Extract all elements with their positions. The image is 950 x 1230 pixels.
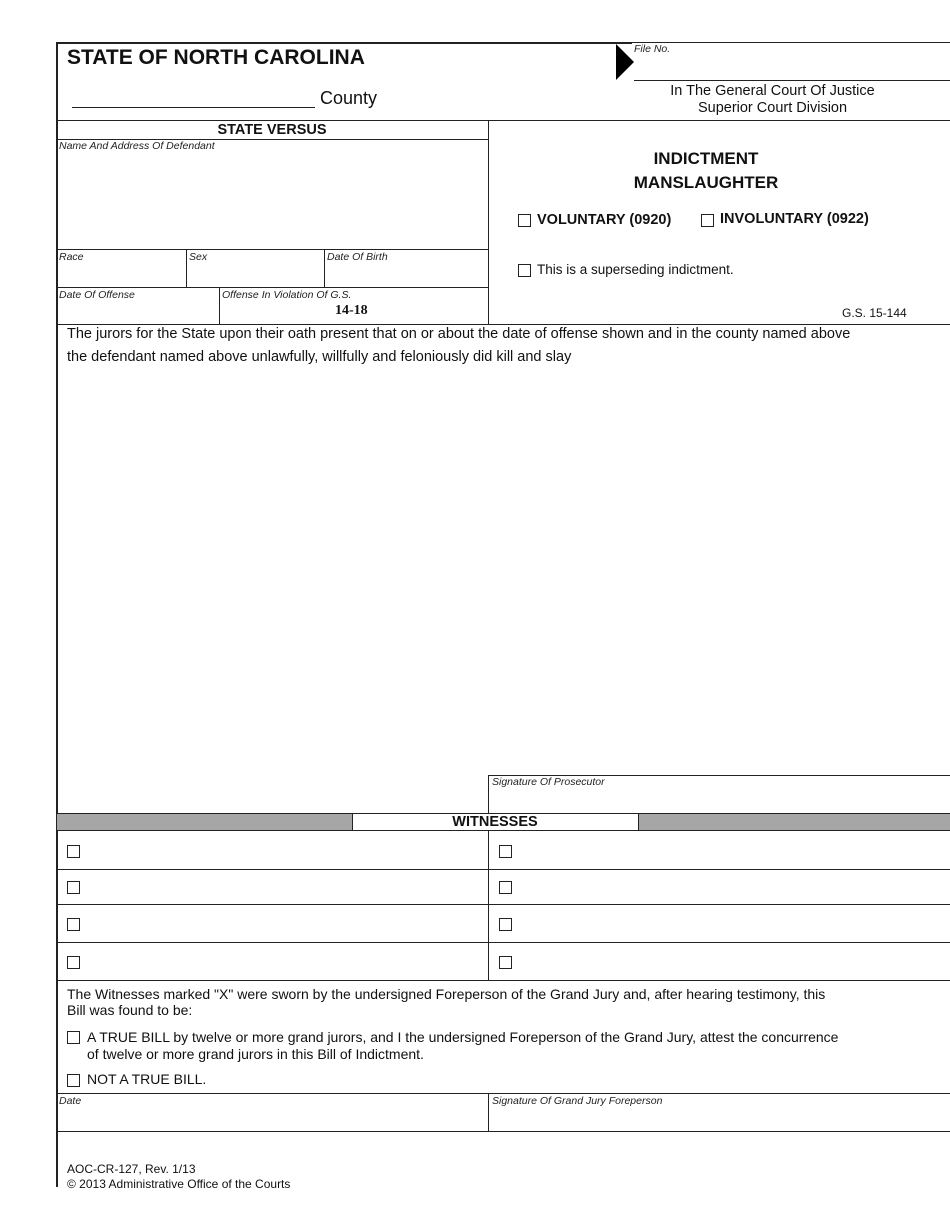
not-true-bill-checkbox[interactable] [67, 1074, 80, 1087]
body-top-line [56, 324, 950, 325]
court-line-1: In The General Court Of Justice [670, 83, 875, 99]
foreperson-signature-field[interactable] [490, 1108, 948, 1130]
witness-checkbox[interactable] [499, 881, 512, 894]
statute-label: G.S. 15-144 [842, 306, 907, 320]
witnesses-title-bottom [56, 830, 950, 831]
involuntary-label: INVOLUNTARY (0922) [720, 211, 869, 227]
prosecutor-signature-left [488, 775, 489, 813]
name-address-field[interactable] [58, 154, 486, 248]
top-border [56, 42, 632, 44]
manslaughter-title: MANSLAUGHTER [633, 173, 779, 192]
witness-name-field[interactable] [86, 908, 484, 938]
offense-gs-value: 14-18 [335, 303, 368, 318]
sworn-text-line-2: Bill was found to be: [67, 1002, 193, 1018]
race-row-top [56, 249, 488, 250]
witness-name-field[interactable] [86, 872, 484, 902]
true-bill-checkbox[interactable] [67, 1031, 80, 1044]
date-label: Date [59, 1095, 82, 1107]
sex-label: Sex [189, 251, 208, 263]
voluntary-checkbox[interactable] [518, 214, 531, 227]
form-id: AOC-CR-127, Rev. 1/13 [67, 1162, 196, 1176]
copyright: © 2013 Administrative Office of the Courts [67, 1177, 291, 1191]
signature-row-top [56, 1093, 950, 1094]
prosecutor-signature-label: Signature Of Prosecutor [492, 776, 605, 788]
file-no-arrow-icon [616, 44, 634, 80]
involuntary-checkbox[interactable] [701, 214, 714, 227]
date-of-offense-label: Date Of Offense [59, 289, 135, 301]
witness-checkbox[interactable] [499, 956, 512, 969]
date-field[interactable] [58, 1108, 486, 1130]
race-sex-divider [186, 249, 187, 287]
signature-row-divider [488, 1093, 489, 1131]
prosecutor-signature-field[interactable] [490, 790, 948, 812]
witnesses-center-divider [488, 830, 489, 980]
witness-name-field[interactable] [86, 946, 484, 976]
sex-dob-divider [324, 249, 325, 287]
charge-text-area[interactable] [60, 372, 940, 772]
file-no-line[interactable] [634, 80, 950, 81]
charge-text-line-1: The jurors for the State upon their oath present that on or about the date of offense shown and in the county named above [67, 326, 851, 342]
offense-gs-label: Offense In Violation Of G.S. [222, 289, 352, 301]
witnesses-title-right [638, 813, 639, 830]
witness-name-field[interactable] [518, 946, 946, 976]
witnesses-title: WITNESSES [452, 814, 538, 830]
county-label: County [320, 88, 378, 108]
witness-checkbox[interactable] [67, 956, 80, 969]
witness-checkbox[interactable] [67, 918, 80, 931]
witness-checkbox[interactable] [67, 881, 80, 894]
witnesses-band-right [638, 814, 950, 830]
witness-name-field[interactable] [518, 872, 946, 902]
witness-checkbox[interactable] [499, 918, 512, 931]
witness-row-line [56, 942, 950, 943]
superseding-label: This is a superseding indictment. [537, 262, 734, 277]
witness-row-accent [193, 942, 263, 943]
witness-checkbox[interactable] [67, 845, 80, 858]
superseding-checkbox[interactable] [518, 264, 531, 277]
true-bill-line-1: A TRUE BILL by twelve or more grand jurors, and I the undersigned Foreperson of the Grand Jury, attest the concurrence [87, 1029, 839, 1045]
witness-name-field[interactable] [86, 836, 484, 866]
sworn-text-line-1: The Witnesses marked "X" were sworn by the undersigned Foreperson of the Grand Jury and, after hearing testimony, this [67, 986, 826, 1002]
witness-row-line [56, 869, 950, 870]
witness-name-field[interactable] [518, 836, 946, 866]
indictment-title: INDICTMENT [653, 149, 759, 168]
court-line-2: Superior Court Division [697, 100, 848, 116]
witness-name-field[interactable] [518, 908, 946, 938]
witness-row-line [56, 980, 950, 981]
state-title: STATE OF NORTH CAROLINA [67, 46, 365, 69]
not-true-bill-label: NOT A TRUE BILL. [87, 1071, 207, 1087]
dob-label: Date Of Birth [327, 251, 388, 263]
witness-row-accent [608, 942, 678, 943]
signature-row-bottom [56, 1131, 950, 1132]
top-border-right [632, 42, 950, 43]
county-input-line[interactable] [72, 107, 315, 108]
true-bill-line-2: of twelve or more grand jurors in this Bill of Indictment. [87, 1046, 424, 1062]
offense-divider [219, 287, 220, 324]
header-divider [56, 120, 950, 121]
charge-text-line-2: the defendant named above unlawfully, willfully and feloniously did kill and slay [67, 349, 572, 365]
witness-checkbox[interactable] [499, 845, 512, 858]
state-versus-title: STATE VERSUS [217, 122, 327, 138]
witnesses-band-left [57, 814, 352, 830]
file-no-label: File No. [634, 43, 671, 55]
offense-row-top [56, 287, 488, 288]
witness-row-line [56, 904, 950, 905]
name-address-label: Name And Address Of Defendant [59, 140, 215, 152]
foreperson-signature-label: Signature Of Grand Jury Foreperson [492, 1095, 663, 1107]
race-label: Race [59, 251, 84, 263]
voluntary-label: VOLUNTARY (0920) [537, 212, 672, 228]
